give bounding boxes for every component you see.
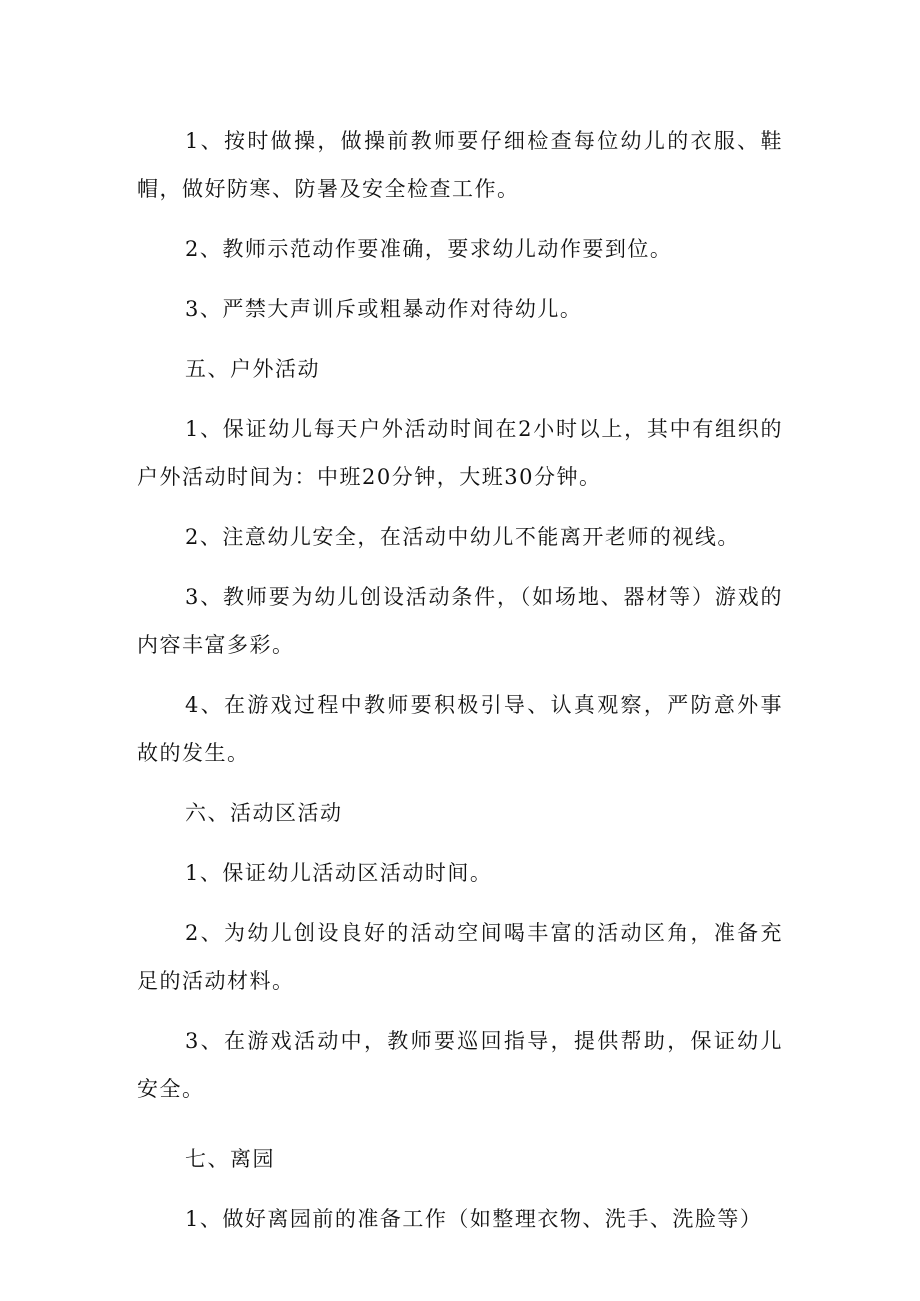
paragraph-leaving-prep: 1、做好离园前的准备工作（如整理衣物、洗手、洗脸等） — [185, 1207, 763, 1231]
paragraph-outdoor-time: 1、保证幼儿每天户外活动时间在2小时以上，其中有组织的户外活动时间为：中班20分钟，大班30分钟。 — [137, 417, 783, 489]
paragraph-outdoor-guidance: 4、在游戏过程中教师要积极引导、认真观察，严防意外事故的发生。 — [137, 693, 783, 765]
paragraph-exercise-check: 1、按时做操，做操前教师要仔细检查每位幼儿的衣服、鞋帽，做好防寒、防暑及安全检查工作。 — [137, 129, 783, 201]
section-heading-activity-area: 六、活动区活动 — [185, 801, 343, 825]
paragraph-area-time: 1、保证幼儿活动区活动时间。 — [185, 861, 493, 885]
paragraph-outdoor-safety: 2、注意幼儿安全，在活动中幼儿不能离开老师的视线。 — [185, 525, 740, 549]
paragraph-area-space: 2、为幼儿创设良好的活动空间喝丰富的活动区角，准备充足的活动材料。 — [137, 921, 783, 993]
section-heading-outdoor: 五、户外活动 — [185, 357, 320, 381]
paragraph-area-guidance: 3、在游戏活动中，教师要巡回指导，提供帮助，保证幼儿安全。 — [137, 1029, 783, 1101]
paragraph-outdoor-conditions: 3、教师要为幼儿创设活动条件，（如场地、器材等）游戏的内容丰富多彩。 — [137, 585, 783, 657]
paragraph-no-scolding: 3、严禁大声训斥或粗暴动作对待幼儿。 — [185, 297, 583, 321]
paragraph-demo-accuracy: 2、教师示范动作要准确，要求幼儿动作要到位。 — [185, 237, 673, 261]
section-heading-leaving: 七、离园 — [185, 1147, 275, 1171]
